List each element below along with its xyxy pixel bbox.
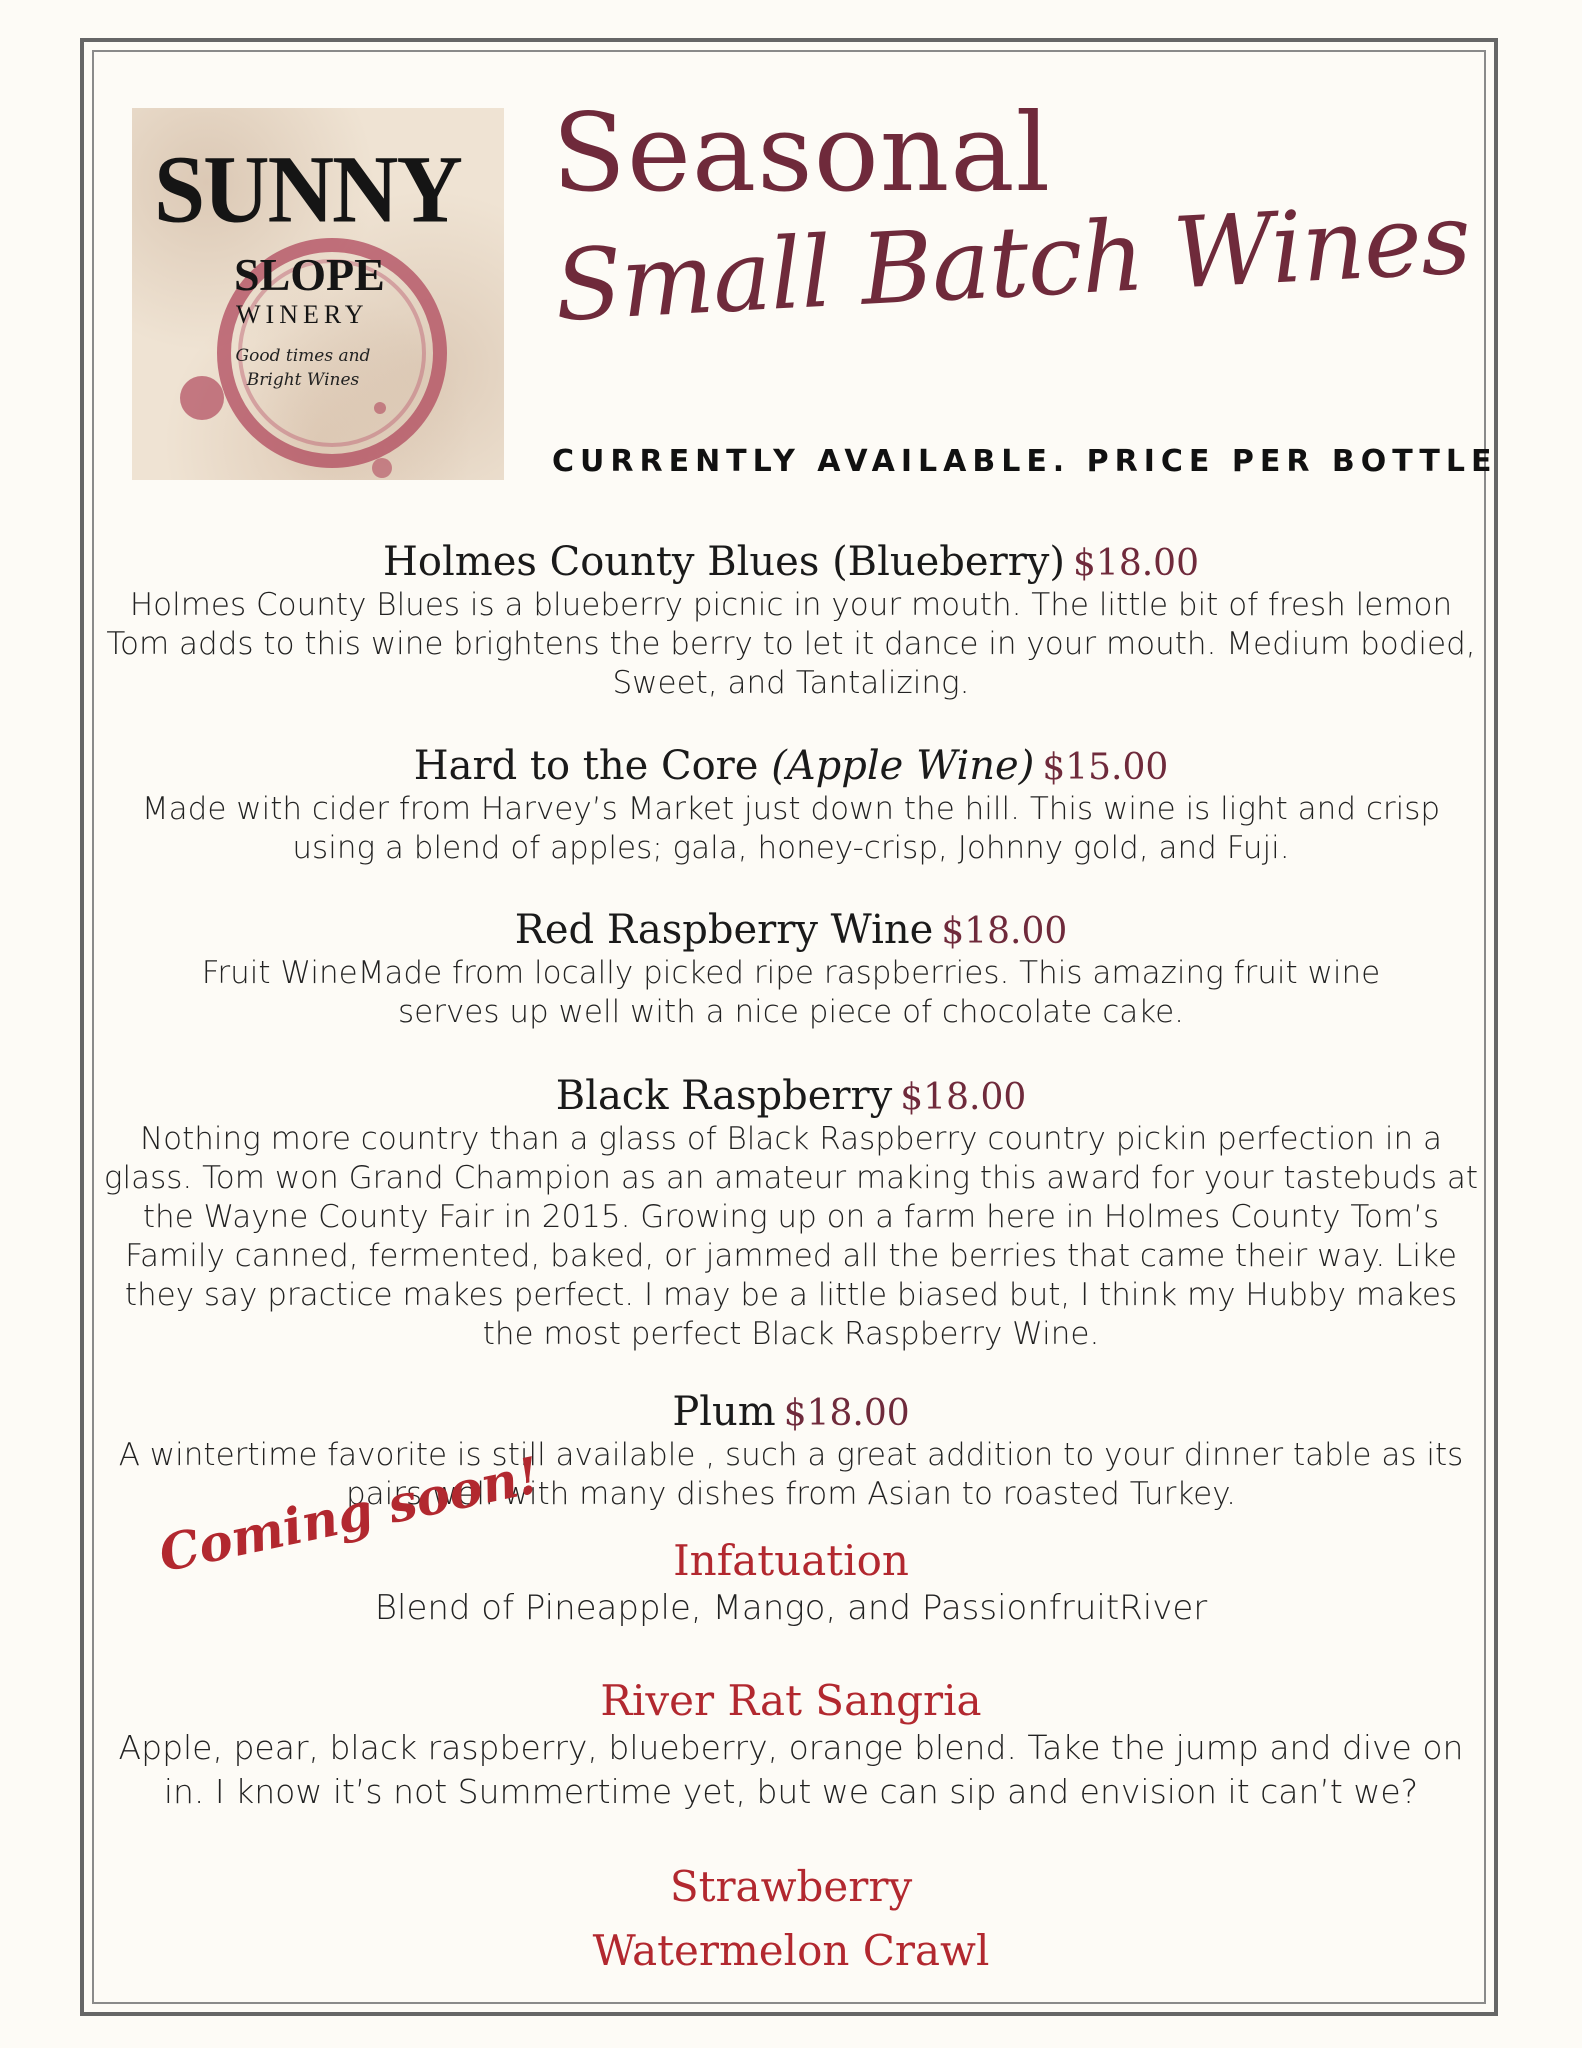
upcoming-wine-description: Apple, pear, black raspberry, blueberry, orange blend. Take the jump and dive on in. I know it’s not Summertime yet, but we can sip and envision it can’t we?	[118, 1728, 1464, 1812]
upcoming-wine-entry	[96, 1862, 1486, 1912]
wine-heading	[96, 1388, 1486, 1436]
wine-name: Plum	[672, 1389, 776, 1435]
upcoming-wine-name: Infatuation	[673, 1536, 909, 1585]
wine-name-italic: (Apple Wine)	[771, 743, 1035, 789]
wine-heading	[96, 906, 1486, 954]
wine-entry	[96, 1072, 1486, 1354]
wine-heading	[96, 742, 1486, 790]
wine-price: $18.00	[900, 1077, 1027, 1118]
wine-name: Hard to the Core	[413, 743, 759, 789]
winery-logo	[132, 108, 504, 480]
wine-heading	[96, 1072, 1486, 1120]
logo-slope-text: SLOPE	[234, 249, 385, 300]
wine-price: $18.00	[1073, 543, 1199, 584]
wine-name: Red Raspberry Wine	[514, 907, 934, 953]
wine-description: Holmes County Blues is a blueberry picnic in your mouth. The little bit of fresh lemon Tom adds to this wine brightens the berry to let it dance in your mouth. Medium bodied, Sweet, and Tantalizing.	[106, 587, 1476, 701]
upcoming-wine-entry	[96, 1676, 1486, 1814]
upcoming-wine-description: Blend of Pineapple, Mango, and PassionfruitRiver	[374, 1588, 1208, 1629]
wine-entry	[96, 538, 1486, 703]
wine-description: Made with cider from Harvey’s Market just down the hill. This wine is light and crisp using a blend of apples; gala, honey-crisp, Johnny gold, and Fuji.	[141, 791, 1441, 866]
wine-name: Holmes County Blues (Blueberry)	[383, 539, 1066, 585]
upcoming-wine-name: Strawberry	[669, 1862, 913, 1911]
upcoming-wine-name: River Rat Sangria	[600, 1676, 982, 1725]
wine-name: Black Raspberry	[555, 1073, 893, 1119]
wine-entry	[96, 906, 1486, 1032]
upcoming-wine-entry	[96, 1926, 1486, 1976]
wine-heading	[96, 538, 1486, 586]
script-title: Small Batch Wines	[552, 182, 1473, 344]
logo-sunny-text: SUNNY	[154, 135, 461, 243]
page-title: Seasonal	[552, 91, 1052, 216]
wine-price: $15.00	[1042, 747, 1169, 788]
wine-description: Fruit WineMade from locally picked ripe raspberries. This amazing fruit wine serves up well with a nice piece of chocolate cake.	[201, 955, 1381, 1030]
upcoming-wine-name: Watermelon Crawl	[592, 1926, 990, 1975]
wine-price: $18.00	[783, 1393, 910, 1434]
coming-soon-label: Coming soon!	[153, 1445, 545, 1584]
wine-entry	[96, 742, 1486, 868]
logo-winery-text: WINERY	[236, 300, 369, 329]
wine-description: Nothing more country than a glass of Black Raspberry country pickin perfection in a glass. Tom won Grand Champion as an amateur making this award for your tastebuds at the Wayne County Fair in 2015. Growing up on a farm here in Holmes County Tom’s Family canned, fermented, baked, or jammed all the berries that came their way. Like they say practice makes perfect. I may be a little biased but, I think my Hubby makes the most perfect Black Raspberry Wine.	[103, 1121, 1479, 1352]
page-subtitle: CURRENTLY AVAILABLE. PRICE PER BOTTLE	[552, 444, 1498, 479]
upcoming-wine-entry	[96, 1536, 1486, 1630]
wine-description: A wintertime favorite is still available , such a great addition to your dinner table as its pairs well with many dishes from Asian to roasted Turkey.	[118, 1437, 1464, 1512]
wine-price: $18.00	[941, 911, 1068, 952]
logo-tagline: Good times and Bright Wines	[235, 346, 371, 390]
